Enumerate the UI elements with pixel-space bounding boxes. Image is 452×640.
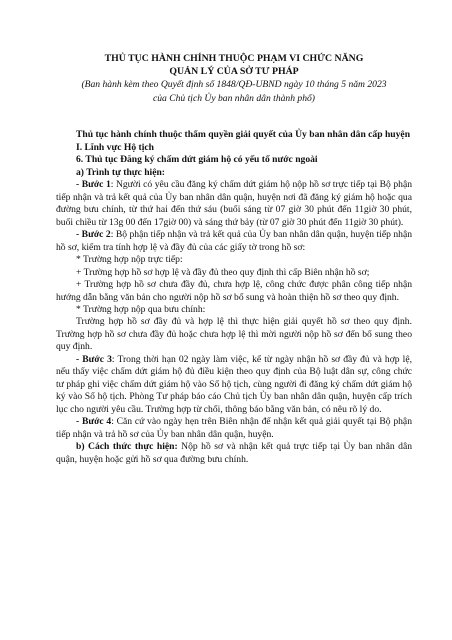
step-4-label: - Bước 4 — [76, 416, 112, 428]
section-heading: Thủ tục hành chính thuộc thẩm quyền giải quyết của Ủy ban nhân dân cấp huyện — [76, 129, 411, 141]
subsection-a-heading: a) Trình tự thực hiện: — [76, 166, 165, 178]
document-title-line-2: QUẢN LÝ CỦA SỞ TƯ PHÁP — [169, 65, 299, 77]
document-title-line-1: THỦ TỤC HÀNH CHÍNH THUỘC PHẠM VI CHỨC NĂNG — [104, 53, 364, 64]
document-subtitle-line-1: (Ban hành kèm theo Quyết định số 1848/QĐ-UBND ngày 10 tháng 5 năm 2023 — [81, 79, 387, 91]
step-2-paragraph — [56, 229, 412, 254]
step-1-label: - Bước 1 — [76, 179, 111, 191]
subsection-b-label: b) Cách thức thực hiện: — [76, 441, 178, 453]
subsection-b-paragraph — [56, 441, 412, 466]
procedure-heading: 6. Thủ tục Đăng ký chấm dứt giám hộ có yếu tố nước ngoài — [76, 154, 318, 166]
direct-invalid-case: + Trường hợp hồ sơ chưa đầy đủ, chưa hợp lệ, công chức được phân công tiếp nhận hướng dẫn bằng văn bản cho người nộp hồ sơ bổ sung và hoàn thiện hồ sơ theo quy định. — [56, 279, 412, 303]
postal-case-paragraph: Trường hợp hồ sơ đầy đủ và hợp lệ thì thực hiện giải quyết hồ sơ theo quy định. Trường hợp hồ sơ chưa đầy đủ hoặc chưa hợp lệ thì mời người nộp hồ sơ đến bổ sung theo quy định. — [56, 316, 412, 353]
step-3-text: : Trong thời hạn 02 ngày làm việc, kể từ ngày nhận hồ sơ đầy đủ và hợp lệ, nếu thấy việc chấm dứt giám hộ đủ điều kiện theo quy định của Bộ luật dân sự, công chức tư pháp ghi việc chấm dứt giám hộ vào Sổ hộ tịch, cùng người đi đăng ký chấm dứt giám hộ ký vào Sổ hộ tịch. Phòng Tư pháp báo cáo Chủ tịch Ủy ban nhân dân quận, huyện cấp trích lục cho người yêu cầu. Trường hợp từ chối, thông báo bằng văn bản, có nêu rõ lý do. — [56, 353, 412, 415]
direct-valid-case: + Trường hợp hồ sơ hợp lệ và đầy đủ theo quy định thì cấp Biên nhận hồ sơ; — [76, 266, 370, 278]
subsection-b-text: Nộp hồ sơ và nhận kết quả trực tiếp tại Ủy ban nhân dân quận, huyện hoặc gửi hồ sơ qua đường bưu chính. — [56, 441, 412, 465]
step-4-text: : Căn cứ vào ngày hẹn trên Biên nhận để nhận kết quả giải quyết tại Bộ phận tiếp nhận và trả hồ sơ của Ủy ban nhân dân quận, huyện. — [56, 416, 412, 440]
field-heading: I. Lĩnh vực Hộ tịch — [76, 141, 154, 153]
document-header — [56, 0, 412, 105]
postal-submission-heading: * Trường hợp nộp qua bưu chính: — [76, 303, 206, 315]
step-3-label: - Bước 3 — [76, 353, 112, 365]
step-4-paragraph — [56, 416, 412, 441]
step-2-label: - Bước 2 — [76, 229, 111, 241]
direct-submission-heading: * Trường hợp nộp trực tiếp: — [76, 254, 183, 266]
step-1-paragraph — [56, 179, 412, 229]
document-body — [56, 129, 412, 466]
step-3-paragraph — [56, 354, 412, 416]
step-1-text: : Người có yêu cầu đăng ký chấm dứt giám hộ nộp hồ sơ trực tiếp tại Bộ phận tiếp nhận và trả kết quả của Ủy ban nhân dân quận, huyện nơi đã đăng ký giám hộ hoặc qua đường bưu chính, từ thứ hai đến thứ sáu (buổi sáng từ 07 giờ 30 phút đến 11giờ 30 phút, buổi chiều từ 13g 00 đến 17giờ 00) và sáng thứ bảy (từ 07 giờ 30 phút đến 11giờ 30 phút). — [56, 179, 413, 228]
step-2-text: : Bộ phận tiếp nhận và trả kết quả của Ủy ban nhân dân quận, huyện tiếp nhận hồ sơ, kiểm tra tính hợp lệ và đầy đủ của các giấy tờ trong hồ sơ: — [56, 229, 413, 253]
document-subtitle-line-2: của Chủ tịch Ủy ban nhân dân thành phố) — [152, 92, 315, 104]
